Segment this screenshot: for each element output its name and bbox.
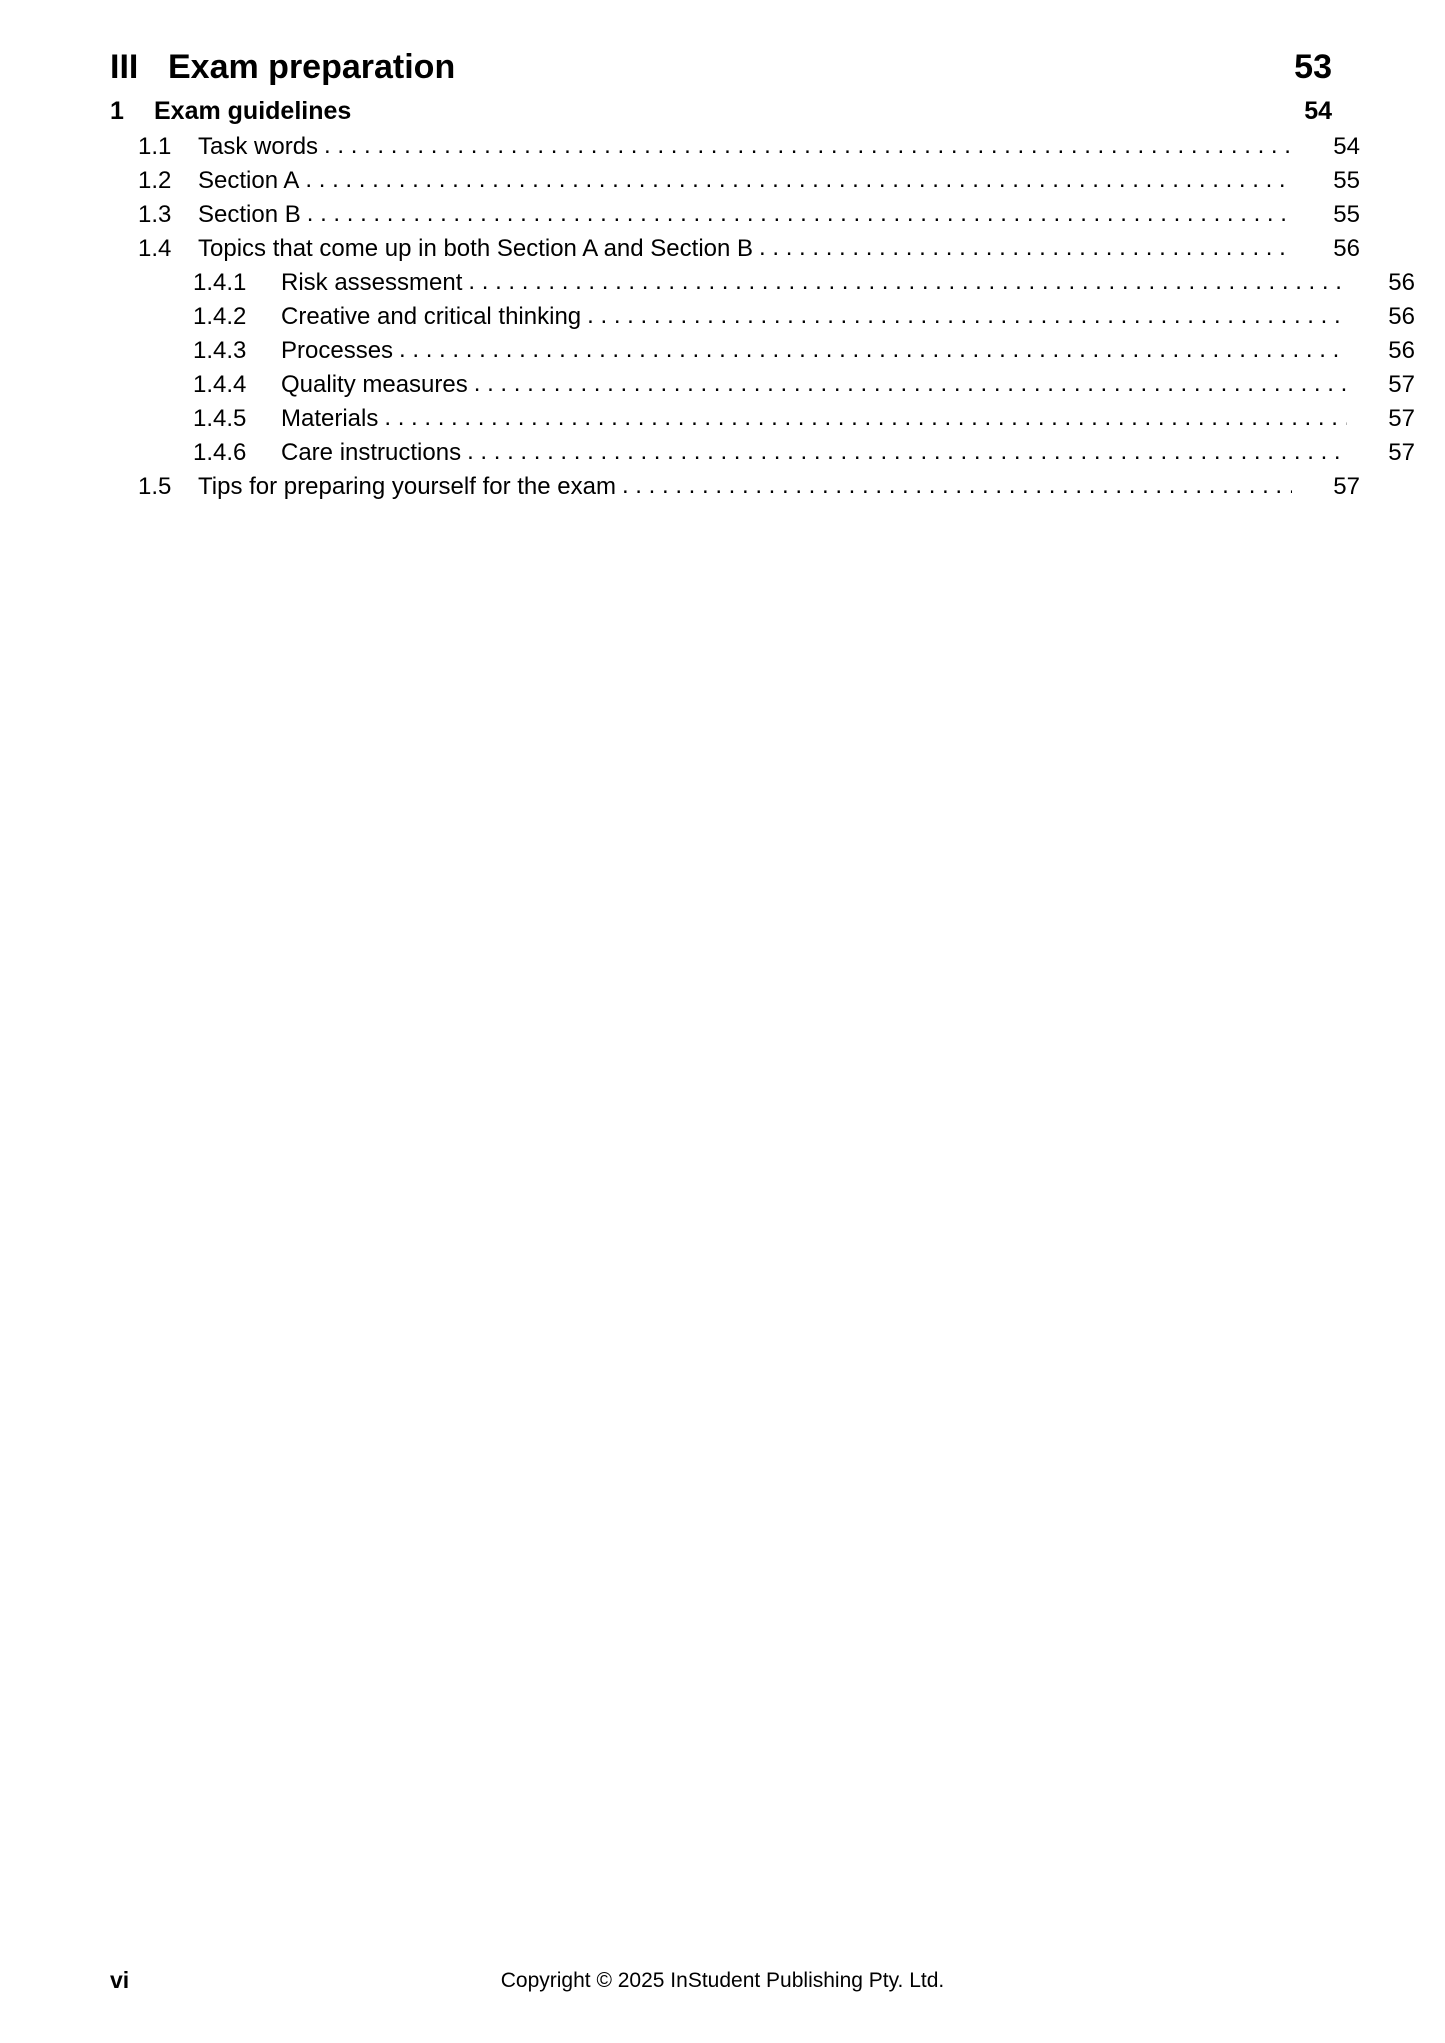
toc-entry[interactable] bbox=[110, 473, 1360, 501]
toc-entry-title: Section B bbox=[198, 201, 301, 228]
toc-entry-number: 1.4.2 bbox=[193, 303, 247, 330]
toc-entry-number: 1 bbox=[110, 97, 124, 125]
toc-entry-title: Section A bbox=[198, 167, 300, 194]
toc-entry[interactable] bbox=[110, 269, 1415, 297]
toc-entry[interactable] bbox=[110, 97, 1332, 126]
toc-entry-page-number: 55 bbox=[1333, 167, 1360, 194]
footer-copyright: Copyright © 2025 InStudent Publishing Pty. Ltd. bbox=[500, 1969, 945, 1992]
footer-page-number: vi bbox=[110, 1967, 130, 1993]
toc-entry-page-number: 55 bbox=[1333, 201, 1360, 228]
toc-entry[interactable] bbox=[110, 303, 1415, 331]
toc-entry[interactable] bbox=[110, 201, 1360, 229]
toc-entry-number: 1.4.3 bbox=[193, 337, 247, 364]
toc-dot-leader bbox=[305, 166, 1292, 194]
toc-entry[interactable] bbox=[110, 337, 1415, 365]
toc-entry-number: 1.1 bbox=[138, 133, 172, 160]
toc-dot-leader bbox=[324, 132, 1292, 160]
toc-entry-title: Processes bbox=[281, 337, 394, 364]
toc-entry-page-number: 57 bbox=[1388, 439, 1415, 466]
toc-entry-title: Exam guidelines bbox=[154, 97, 352, 125]
toc-entry-number: 1.4.4 bbox=[193, 371, 247, 398]
toc-entry-page-number: 53 bbox=[1294, 48, 1332, 86]
toc-entry-page-number: 57 bbox=[1388, 371, 1415, 398]
toc-dot-leader bbox=[384, 404, 1347, 432]
page-footer bbox=[0, 1967, 1445, 2001]
toc-entry-title: Task words bbox=[198, 133, 319, 160]
toc-entry-title: Exam preparation bbox=[168, 48, 456, 86]
toc-entry-number: 1.5 bbox=[138, 473, 172, 500]
toc-entry-number: 1.4 bbox=[138, 235, 172, 262]
toc-entry-title: Topics that come up in both Section A and Section B bbox=[198, 235, 754, 262]
toc-entry-title: Risk assessment bbox=[281, 269, 463, 296]
toc-entry[interactable] bbox=[110, 133, 1360, 161]
toc-entry-number: 1.4.5 bbox=[193, 405, 247, 432]
toc-entry[interactable] bbox=[110, 235, 1360, 263]
toc-entry-title: Materials bbox=[281, 405, 379, 432]
toc-entry-number: 1.2 bbox=[138, 167, 172, 194]
toc-entry-number: III bbox=[110, 48, 139, 86]
toc-entry-page-number: 57 bbox=[1333, 473, 1360, 500]
toc-entry-title: Creative and critical thinking bbox=[281, 303, 582, 330]
toc-entry-title: Care instructions bbox=[281, 439, 462, 466]
toc-dot-leader bbox=[307, 200, 1292, 228]
toc-entry-number: 1.4.6 bbox=[193, 439, 247, 466]
toc-dot-leader bbox=[468, 268, 1347, 296]
toc-dot-leader bbox=[759, 234, 1292, 262]
toc-entry[interactable] bbox=[110, 439, 1415, 467]
toc-entry-page-number: 54 bbox=[1304, 97, 1332, 125]
toc-entry-page-number: 56 bbox=[1388, 269, 1415, 296]
toc-dot-leader bbox=[467, 438, 1347, 466]
toc-dot-leader bbox=[587, 302, 1347, 330]
toc-entry[interactable] bbox=[110, 405, 1415, 433]
toc-entry-page-number: 56 bbox=[1388, 303, 1415, 330]
table-of-contents bbox=[110, 48, 1415, 507]
toc-entry[interactable] bbox=[110, 167, 1360, 195]
toc-entry-page-number: 56 bbox=[1333, 235, 1360, 262]
toc-dot-leader bbox=[622, 472, 1292, 500]
toc-entry-title: Quality measures bbox=[281, 371, 468, 398]
toc-entry[interactable] bbox=[110, 371, 1415, 399]
toc-entry-number: 1.3 bbox=[138, 201, 172, 228]
toc-entry-page-number: 56 bbox=[1388, 337, 1415, 364]
toc-entry-page-number: 57 bbox=[1388, 405, 1415, 432]
toc-entry[interactable] bbox=[110, 48, 1332, 87]
toc-entry-number: 1.4.1 bbox=[193, 269, 247, 296]
toc-dot-leader bbox=[399, 336, 1347, 364]
toc-dot-leader bbox=[474, 370, 1347, 398]
toc-entry-page-number: 54 bbox=[1333, 133, 1360, 160]
toc-entry-title: Tips for preparing yourself for the exam bbox=[198, 473, 616, 500]
